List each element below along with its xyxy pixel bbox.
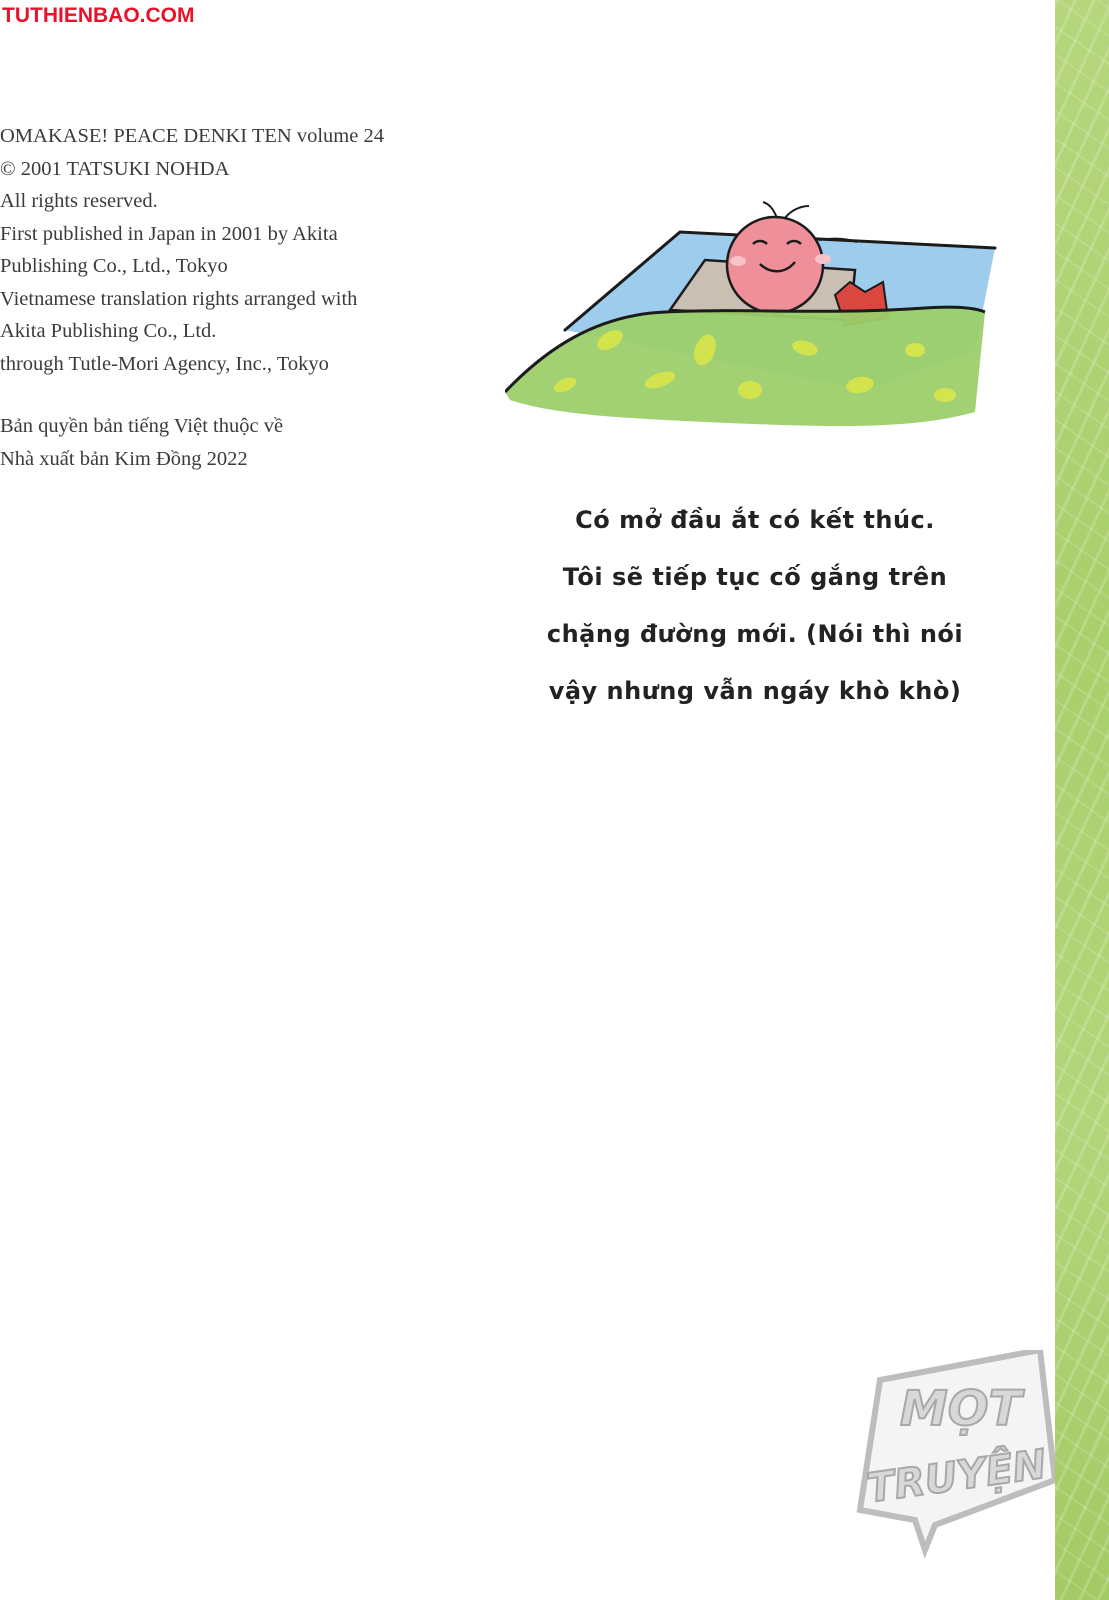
copyright-line: © 2001 TATSUKI NOHDA [0, 157, 230, 180]
copyright-block [0, 120, 440, 475]
caption-line: Tôi sẽ tiếp tục cố gắng trên [562, 563, 948, 591]
copyright-line: Publishing Co., Ltd., Tokyo [0, 255, 228, 277]
copyright-line: OMAKASE! PEACE DENKI TEN volume 24 [0, 125, 384, 147]
vietnamese-rights-line: Bản quyền bản tiếng Việt thuộc về [0, 415, 284, 437]
copyright-line: Akita Publishing Co., Ltd. [0, 320, 217, 342]
sleeping-character-illustration [505, 200, 1025, 440]
caption-text [535, 492, 975, 720]
caption-line: vậy nhưng vẫn ngáy khò khò) [548, 677, 962, 705]
logo-line-2: TRUYỆN [864, 1441, 1050, 1513]
copyright-line: First published in Japan in 2001 by Akita [0, 222, 338, 245]
logo-line-1: MỌT [900, 1381, 1022, 1437]
copyright-line: through Tutle-Mori Agency, Inc., Tokyo [0, 352, 329, 375]
vietnamese-rights-line: Nhà xuất bản Kim Đồng 2022 [0, 447, 248, 470]
green-textured-border [1055, 0, 1109, 1600]
caption-line: Có mở đầu ắt có kết thúc. [575, 506, 935, 534]
caption-line: chặng đường mới. (Nói thì nói [546, 620, 964, 648]
site-watermark: TUTHIENBAO.COM [2, 4, 195, 27]
spacer [0, 380, 440, 410]
copyright-line: Vietnamese translation rights arranged with [0, 287, 358, 310]
mot-truyen-logo [855, 1350, 1075, 1560]
copyright-line: All rights reserved. [0, 190, 158, 212]
